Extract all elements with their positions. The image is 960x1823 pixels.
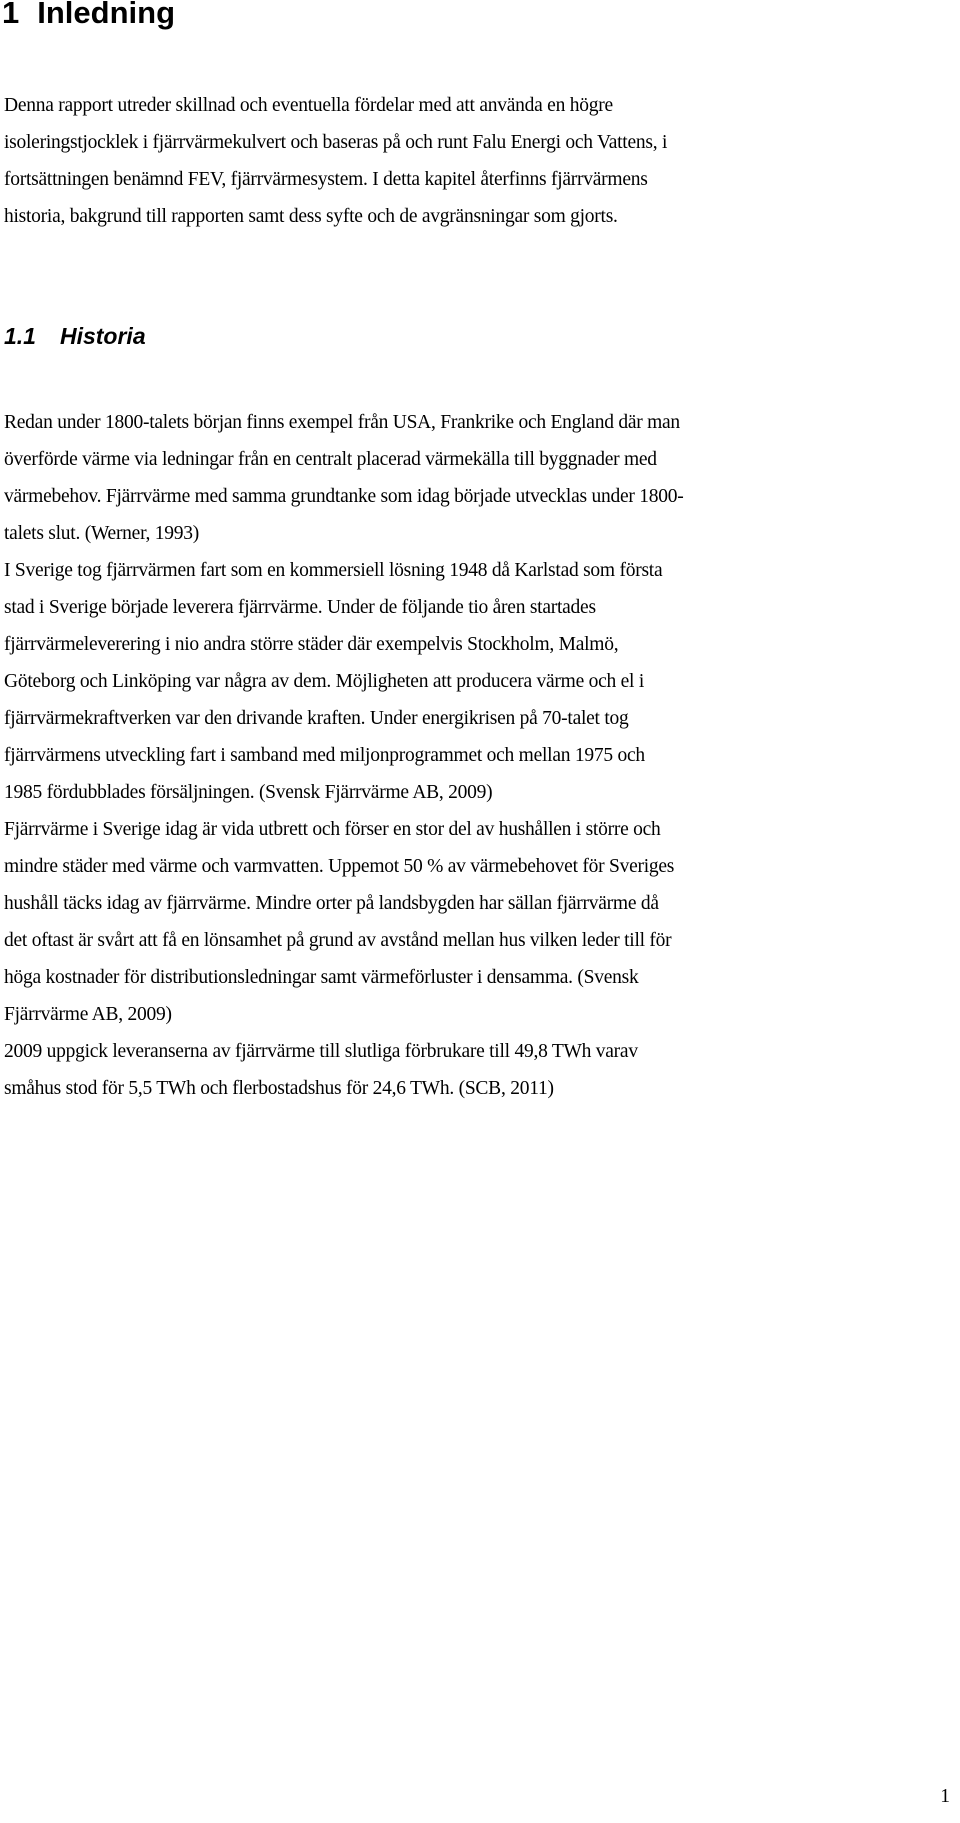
text-line: isoleringstjocklek i fjärrvärmekulvert och baseras på och runt Falu Energi och Vattens, i — [4, 132, 668, 153]
text-line: mindre städer med värme och varmvatten. Uppemot 50 % av värmebehovet för Sveriges — [4, 856, 675, 877]
text-line: stad i Sverige började leverera fjärrvärme. Under de följande tio åren startades — [4, 597, 596, 618]
text-line: historia, bakgrund till rapporten samt dess syfte och de avgränsningar som gjorts. — [4, 206, 618, 227]
text-line: 1985 fördubblades försäljningen. (Svensk Fjärrvärme AB, 2009) — [4, 782, 493, 803]
text-line: det oftast är svårt att få en lönsamhet på grund av avstånd mellan hus vilken leder till för — [4, 930, 672, 951]
text-line: fjärrvärmens utveckling fart i samband med miljonprogrammet och mellan 1975 och — [4, 745, 645, 766]
text-line: höga kostnader för distributionsledningar samt värmeförluster i densamma. (Svensk — [4, 967, 639, 988]
text-line: talets slut. (Werner, 1993) — [4, 523, 200, 544]
section-heading — [4, 322, 146, 350]
page-number: 1 — [940, 1786, 950, 1807]
chapter-number: 1 — [2, 0, 20, 30]
text-line: Göteborg och Linköping var några av dem. Möjligheten att producera värme och el i — [4, 671, 645, 692]
text-line: I Sverige tog fjärrvärmen fart som en kommersiell lösning 1948 då Karlstad som första — [4, 560, 663, 581]
text-line: 2009 uppgick leveranserna av fjärrvärme till slutliga förbrukare till 49,8 TWh varav — [4, 1041, 638, 1062]
text-line: hushåll täcks idag av fjärrvärme. Mindre orter på landsbygden har sällan fjärrvärme då — [4, 893, 659, 914]
text-line: Fjärrvärme i Sverige idag är vida utbrett och förser en stor del av hushållen i större och — [4, 819, 661, 840]
text-line: Denna rapport utreder skillnad och eventuella fördelar med att använda en högre — [4, 95, 613, 116]
text-line: småhus stod för 5,5 TWh och flerbostadshus för 24,6 TWh. (SCB, 2011) — [4, 1078, 554, 1099]
chapter-title: Inledning — [37, 0, 176, 30]
text-line: värmebehov. Fjärrvärme med samma grundtanke som idag började utvecklas under 1800- — [4, 486, 684, 507]
intro-paragraph — [4, 87, 667, 235]
text-line: fjärrvärmekraftverken var den drivande kraften. Under energikrisen på 70-talet tog — [4, 708, 629, 729]
text-line: Redan under 1800-talets början finns exempel från USA, Frankrike och England där man — [4, 412, 680, 433]
text-line: överförde värme via ledningar från en centralt placerad värmekälla till byggnader med — [4, 449, 657, 470]
text-line: Fjärrvärme AB, 2009) — [4, 1004, 172, 1025]
text-line: fjärrvärmeleverering i nio andra större städer där exempelvis Stockholm, Malmö, — [4, 634, 619, 655]
chapter-heading — [2, 0, 175, 30]
history-body — [4, 404, 683, 1107]
section-number: 1.1 — [4, 323, 36, 349]
section-title: Historia — [59, 323, 146, 349]
text-line: fortsättningen benämnd FEV, fjärrvärmesystem. I detta kapitel återfinns fjärrvärmens — [4, 169, 648, 190]
